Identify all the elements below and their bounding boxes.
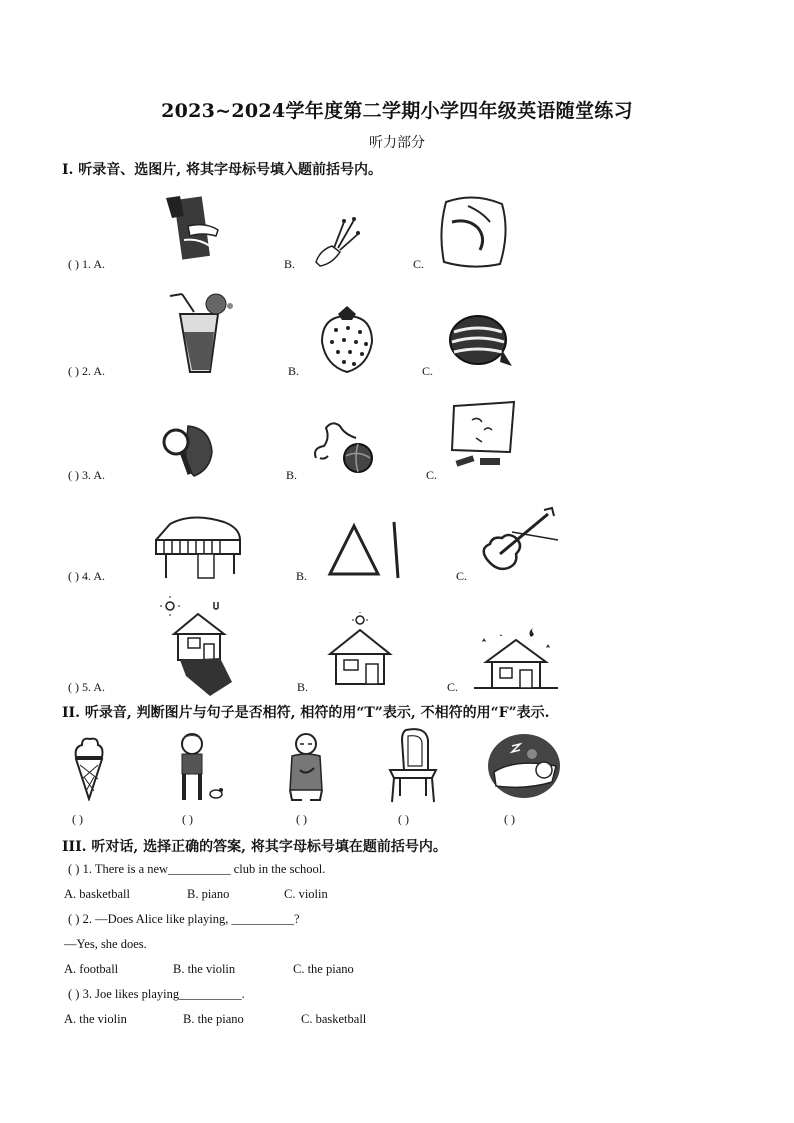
row2-prefix: ( ) 2. A. bbox=[68, 364, 105, 378]
row1-a-picture bbox=[162, 192, 222, 262]
answer-paren-1[interactable]: ( ) bbox=[72, 812, 83, 826]
q3-stem: ( ) 3. Joe likes playing__________. bbox=[68, 987, 245, 1001]
section3-heading: III. 听对话, 选择正确的答案, 将其字母标号填在题前括号内。 bbox=[62, 839, 447, 855]
row3-c-label: C. bbox=[426, 468, 438, 482]
q3-option-c: C. basketball bbox=[301, 1012, 367, 1026]
answer-paren-5[interactable]: ( ) bbox=[504, 812, 515, 826]
row4-a-picture bbox=[152, 514, 244, 580]
row2-c-label: C. bbox=[422, 364, 434, 378]
row5-b-label: B. bbox=[297, 680, 309, 694]
row4-prefix: ( ) 4. A. bbox=[68, 569, 105, 583]
sleeping-picture bbox=[486, 732, 562, 800]
page-subtitle: 听力部分 bbox=[369, 135, 425, 151]
row1-b-picture bbox=[310, 212, 362, 268]
q2-reply: —Yes, she does. bbox=[64, 937, 147, 951]
row3-b-label: B. bbox=[286, 468, 298, 482]
row2-c-picture bbox=[446, 310, 516, 372]
q1-option-b: B. piano bbox=[187, 887, 230, 901]
row4-b-picture bbox=[324, 518, 404, 580]
q3-option-a: A. the violin bbox=[64, 1012, 127, 1026]
q1-option-a: A. basketball bbox=[64, 887, 130, 901]
q1-option-c: C. violin bbox=[284, 887, 328, 901]
answer-paren-3[interactable]: ( ) bbox=[296, 812, 307, 826]
row3-prefix: ( ) 3. A. bbox=[68, 468, 105, 482]
row1-c-label: C. bbox=[413, 257, 425, 271]
row3-a-picture bbox=[160, 418, 216, 480]
old-man-picture bbox=[284, 732, 328, 802]
row5-prefix: ( ) 5. A. bbox=[68, 680, 105, 694]
row3-c-picture bbox=[448, 400, 524, 474]
row5-c-label: C. bbox=[447, 680, 459, 694]
q3-option-b: B. the piano bbox=[183, 1012, 244, 1026]
answer-paren-4[interactable]: ( ) bbox=[398, 812, 409, 826]
q1-stem: ( ) 1. There is a new__________ club in the school. bbox=[68, 862, 326, 876]
row1-prefix: ( ) 1. A. bbox=[68, 257, 105, 271]
boy-picture bbox=[172, 732, 228, 804]
q2-option-a: A. football bbox=[64, 962, 119, 976]
q2-option-b: B. the violin bbox=[173, 962, 236, 976]
icecream-picture bbox=[72, 735, 106, 801]
row4-c-picture bbox=[478, 506, 562, 578]
q2-option-c: C. the piano bbox=[293, 962, 354, 976]
row4-b-label: B. bbox=[296, 569, 308, 583]
row5-a-picture bbox=[160, 596, 236, 698]
row5-c-picture bbox=[470, 628, 560, 692]
section2-heading: II. 听录音, 判断图片与句子是否相符, 相符的用“T”表示, 不相符的用“F”表示. bbox=[62, 705, 550, 721]
row2-b-picture bbox=[316, 304, 378, 374]
page-title: 2023~2024学年度第二学期小学四年级英语随堂练习 bbox=[161, 100, 633, 122]
section1-heading: I. 听录音、选图片, 将其字母标号填入题前括号内。 bbox=[62, 162, 383, 178]
row2-a-picture bbox=[160, 292, 242, 378]
row1-c-picture bbox=[438, 192, 510, 270]
row1-b-label: B. bbox=[284, 257, 296, 271]
q2-stem: ( ) 2. —Does Alice like playing, __________? bbox=[68, 912, 300, 926]
row5-b-picture bbox=[326, 612, 394, 690]
row2-b-label: B. bbox=[288, 364, 300, 378]
answer-paren-2[interactable]: ( ) bbox=[182, 812, 193, 826]
row4-c-label: C. bbox=[456, 569, 468, 583]
row3-b-picture bbox=[310, 416, 382, 476]
chair-picture bbox=[386, 726, 440, 804]
